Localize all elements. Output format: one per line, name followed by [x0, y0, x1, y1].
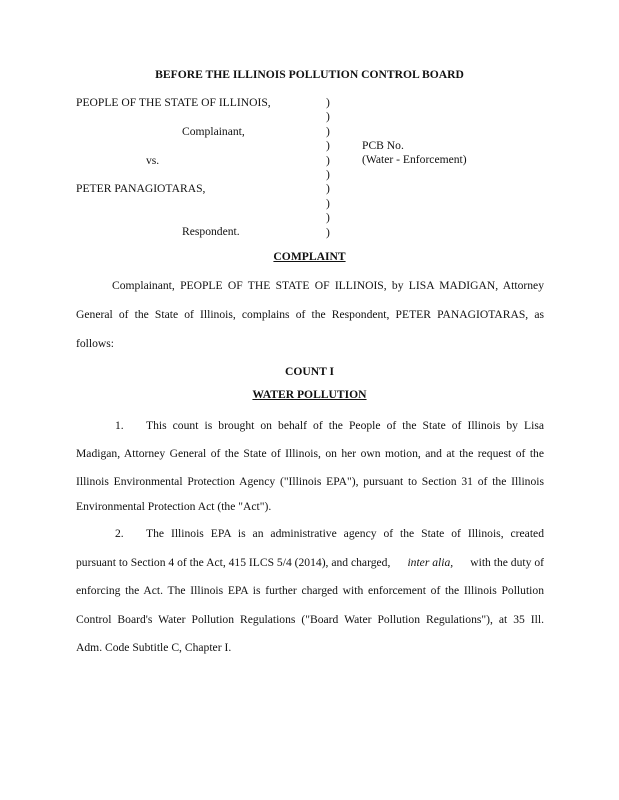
- respondent-label: Respondent.: [182, 225, 240, 238]
- paren: ): [326, 211, 330, 225]
- paren: ): [326, 225, 330, 239]
- paragraph-line-mixed: [76, 556, 544, 570]
- paragraph-line: This count is brought on behalf of the People of the State of Illinois by Lisa: [146, 419, 544, 432]
- caption-parentheses: [326, 96, 330, 240]
- complainant-label: Complainant,: [182, 125, 245, 138]
- board-title: BEFORE THE ILLINOIS POLLUTION CONTROL BOARD: [155, 68, 464, 81]
- paragraph-number: 1.: [115, 419, 124, 432]
- paragraph-line: Illinois Environmental Protection Agency ("Illinois EPA"), pursuant to Section 31 of the Illinois: [76, 475, 544, 488]
- paragraph-line: Control Board's Water Pollution Regulations ("Board Water Pollution Regulations"), at 35 Ill.: [76, 613, 544, 626]
- plaintiff-name: PEOPLE OF THE STATE OF ILLINOIS,: [76, 96, 271, 109]
- count-subtitle: WATER POLLUTION: [252, 388, 367, 401]
- intro-line: follows:: [76, 337, 115, 350]
- paragraph-number: 2.: [115, 527, 124, 540]
- paren: ): [326, 168, 330, 182]
- intro-line: Complainant, PEOPLE OF THE STATE OF ILLINOIS, by LISA MADIGAN, Attorney: [112, 279, 544, 292]
- case-type: (Water - Enforcement): [362, 153, 467, 166]
- paragraph-line: Madigan, Attorney General of the State of Illinois, on her own motion, and at the request of the: [76, 447, 544, 460]
- defendant-name: PETER PANAGIOTARAS,: [76, 182, 206, 195]
- versus-label: vs.: [146, 154, 160, 167]
- latin-phrase: inter alia,: [407, 556, 454, 569]
- count-title: COUNT I: [284, 365, 335, 378]
- paragraph-line: enforcing the Act. The Illinois EPA is further charged with enforcement of the Illinois Pollution: [76, 584, 544, 597]
- paren: ): [326, 110, 330, 124]
- pcb-number: PCB No.: [362, 139, 404, 152]
- paren: ): [326, 153, 330, 167]
- paragraph-text: pursuant to Section 4 of the Act, 415 ILCS 5/4 (2014), and charged,: [76, 556, 391, 569]
- paren: ): [326, 139, 330, 153]
- paragraph-line: The Illinois EPA is an administrative agency of the State of Illinois, created: [146, 527, 544, 540]
- intro-line: General of the State of Illinois, complains of the Respondent, PETER PANAGIOTARAS, as: [76, 308, 544, 321]
- paragraph-line: Environmental Protection Act (the "Act").: [76, 500, 272, 513]
- paren: ): [326, 196, 330, 210]
- paragraph-line: Adm. Code Subtitle C, Chapter I.: [76, 641, 232, 654]
- complaint-title: COMPLAINT: [273, 250, 346, 263]
- paren: ): [326, 182, 330, 196]
- paren: ): [326, 96, 330, 109]
- paren: ): [326, 124, 330, 138]
- paragraph-text: with the duty of: [470, 556, 544, 569]
